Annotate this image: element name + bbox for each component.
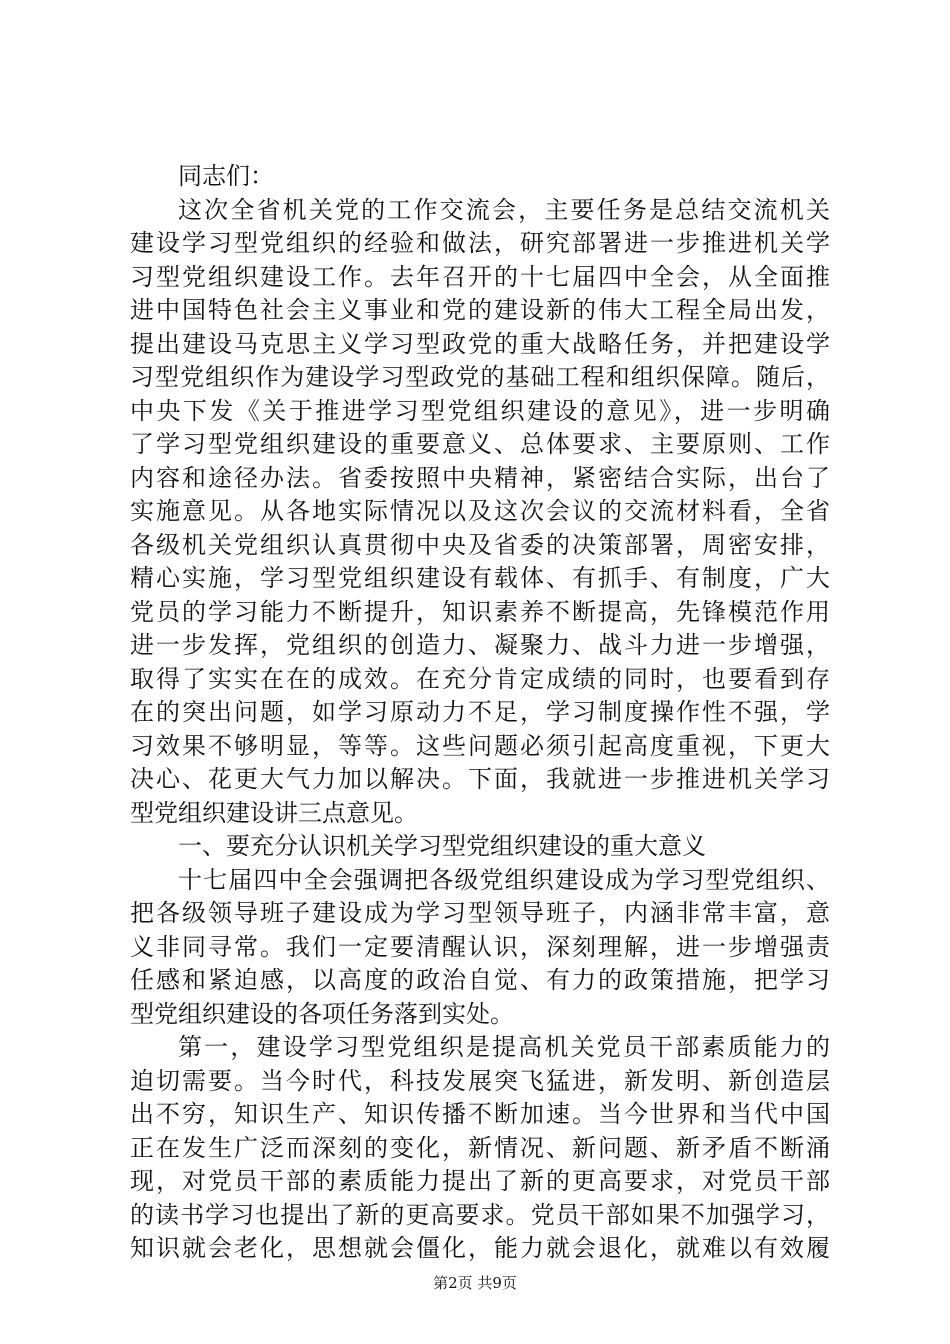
text-line: 建设学习型党组织的经验和做法，研究部署进一步推进机关学 <box>130 229 830 257</box>
text-line: 实施意见。从各地实际情况以及这次会议的交流材料看，全省 <box>130 497 830 525</box>
text-line: 提出建设马克思主义学习型政党的重大战略任务，并把建设学 <box>130 329 830 358</box>
text-line: 出不穷，知识生产、知识传播不断加速。当今世界和当代中国 <box>130 1100 830 1128</box>
text-line: 进中国特色社会主义事业和党的建设新的伟大工程全局出发， <box>130 296 830 324</box>
text-line: 十七届四中全会强调把各级党组织建设成为学习型党组织、 <box>178 865 830 894</box>
text-line: 内容和途径办法。省委按照中央精神，紧密结合实际，出台了 <box>130 463 830 492</box>
text-line: 一、要充分认识机关学习型党组织建设的重大意义 <box>178 832 706 860</box>
text-line: 义非同寻常。我们一定要清醒认识，深刻理解，进一步增强责 <box>130 932 830 961</box>
text-line: 知识就会老化，思想就会僵化，能力就会退化，就难以有效履 <box>130 1234 830 1262</box>
document-body <box>130 160 830 1266</box>
text-line: 各级机关党组织认真贯彻中央及省委的决策部署，周密安排， <box>130 530 830 559</box>
text-line: 的读书学习也提出了新的更高要求。党员干部如果不加强学习， <box>130 1200 830 1229</box>
text-line: 把各级领导班子建设成为学习型领导班子，内涵非常丰富，意 <box>130 899 830 927</box>
text-line: 这次全省机关党的工作交流会，主要任务是总结交流机关 <box>178 195 830 224</box>
text-line: 取得了实实在在的成效。在充分肯定成绩的同时，也要看到存 <box>130 664 830 693</box>
page-footer: 第2页 共9页 <box>433 1274 517 1292</box>
text-line: 党员的学习能力不断提升，知识素养不断提高，先锋模范作用 <box>130 597 830 626</box>
text-line: 决心、花更大气力加以解决。下面，我就进一步推进机关学习 <box>130 765 830 793</box>
text-line: 正在发生广泛而深刻的变化，新情况、新问题、新矛盾不断涌 <box>130 1133 830 1162</box>
text-line: 习效果不够明显，等等。这些问题必须引起高度重视，下更大 <box>130 731 830 760</box>
text-line: 进一步发挥，党组织的创造力、凝聚力、战斗力进一步增强， <box>130 631 830 659</box>
text-line: 型党组织建设讲三点意见。 <box>130 798 418 827</box>
text-line: 习型党组织建设工作。去年召开的十七届四中全会，从全面推 <box>130 262 830 291</box>
text-line: 现，对党员干部的素质能力提出了新的更高要求，对党员干部 <box>130 1167 830 1195</box>
text-line: 同志们： <box>178 162 274 190</box>
text-line: 了学习型党组织建设的重要意义、总体要求、主要原则、工作 <box>130 430 830 458</box>
text-line: 在的突出问题，如学习原动力不足，学习制度操作性不强，学 <box>130 698 830 726</box>
text-line: 习型党组织作为建设学习型政党的基础工程和组织保障。随后， <box>130 363 830 391</box>
text-line: 型党组织建设的各项任务落到实处。 <box>130 999 514 1028</box>
text-line: 中央下发《关于推进学习型党组织建设的意见》，进一步明确 <box>130 396 830 425</box>
text-line: 精心实施，学习型党组织建设有载体、有抓手、有制度，广大 <box>130 564 830 592</box>
text-line: 第一，建设学习型党组织是提高机关党员干部素质能力的 <box>178 1033 830 1061</box>
text-line: 任感和紧迫感，以高度的政治自觉、有力的政策措施，把学习 <box>130 966 830 994</box>
text-line: 迫切需要。当今时代，科技发展突飞猛进，新发明、新创造层 <box>130 1066 830 1095</box>
